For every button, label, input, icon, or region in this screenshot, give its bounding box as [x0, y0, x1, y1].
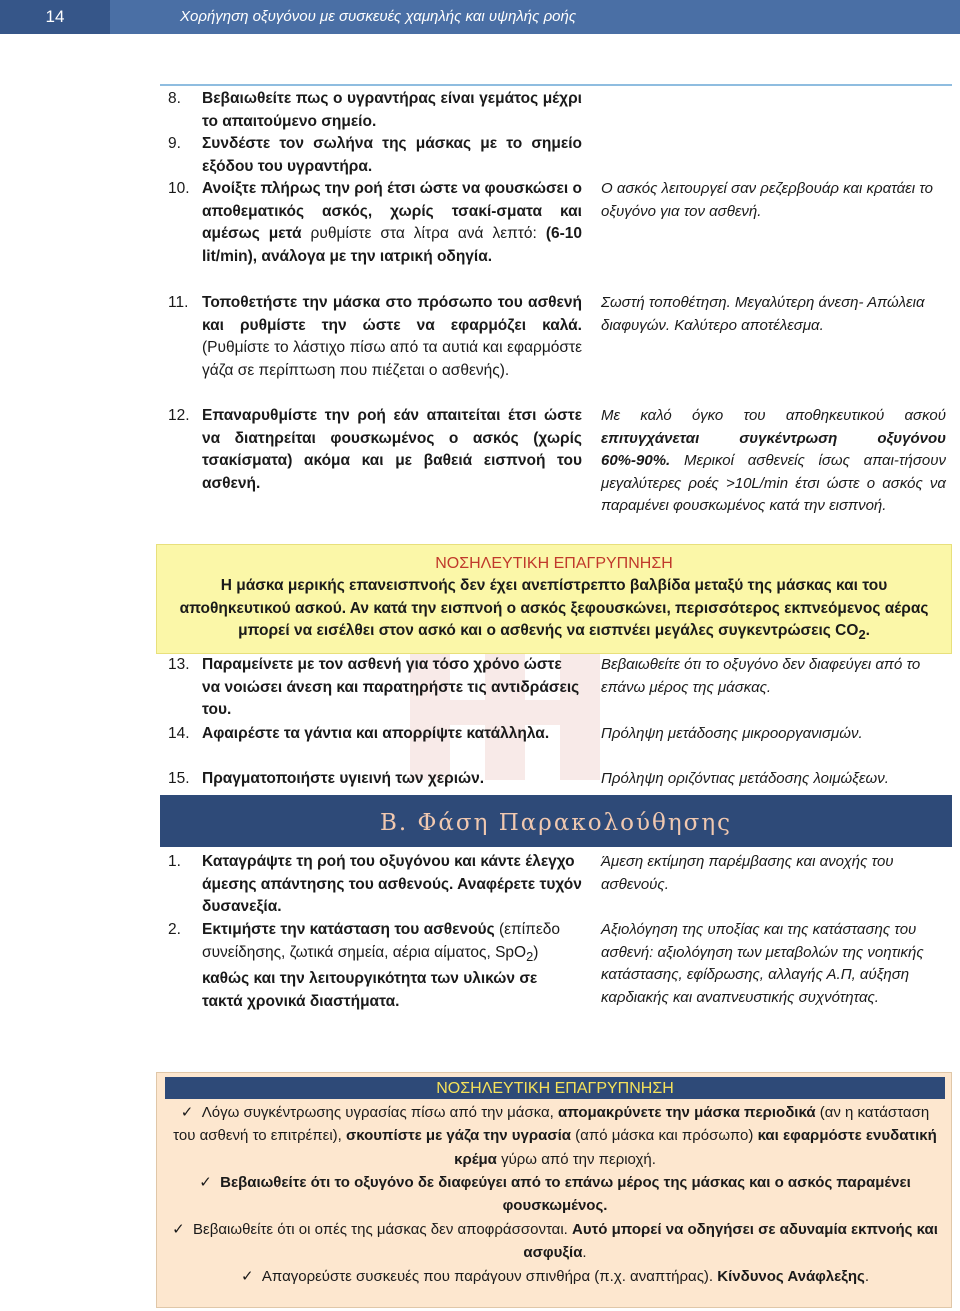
page-number: 14 [0, 0, 110, 34]
running-title: Χορήγηση οξυγόνου με συσκευές χαμηλής και υψηλής ροής [180, 8, 577, 25]
rationale-text: Σωστή τοποθέτηση. Μεγαλύτερη άνεση- Απώλεια διαφυγών. Καλύτερο αποτέλεσμα. [601, 294, 925, 334]
alert-bullet-1 [171, 1101, 939, 1171]
nursing-alert-box-2 [156, 1072, 952, 1308]
rationale-text: Ο ασκός λειτουργεί σαν ρεζερβουάρ και κρατάει το οξυγόνο για τον ασθενή. [601, 180, 933, 220]
page-header [0, 0, 960, 34]
check-mark-icon: ✓ [172, 1221, 185, 1238]
check-mark-icon: ✓ [180, 1104, 194, 1121]
alert-bullet-2 [171, 1171, 939, 1218]
section-title: Β. Φάση Παρακολούθησης [380, 810, 732, 836]
nursing-alert-body: Η μάσκα μερικής επανεισπνοής δεν έχει ανεπίστρεπτο βαλβίδα μεταξύ της μάσκας και του αποθηκευτικού ασκού. Αν κατά την εισπνοή ο ασκός ξεφουσκώνει, περισσότερος εκπνεόμενος αέρας μπορεί να εισέλθει στον ασκό και ο ασθενής να εισπνέει μεγάλες συγκεντρώσεις $CO_2$. [179, 577, 929, 643]
rationale-text: Πρόληψη οριζόντιας μετάδοσης λοιμώξεων. [601, 770, 889, 787]
step-text: Επαναρυθμίστε την ροή εάν απαιτείται έτσι ώστε να διατηρείται φουσκωμένος ο ασκός (χωρίς τσακίσματα) ακόμα και με βαθειά εισπνοή του ασθενή. [202, 407, 582, 492]
step-text: Συνδέστε τον σωλήνα της μάσκας με το σημείο εξόδου του υγραντήρα. [202, 135, 582, 175]
table-top-rule [160, 84, 952, 86]
alert-bullet-text: Βεβαιωθείτε ότι οι οπές της μάσκας δεν αποφράσσονται. Αυτό μπορεί να οδηγήσει σε αδυναμία εκπνοής και ασφυξία. [193, 1221, 938, 1262]
alert-bullet-text: Λόγω συγκέντρωσης υγρασίας πίσω από την μάσκα, απομακρύνετε την μάσκα περιοδικά (αν η κατάσταση του ασθενή το επιτρέπει), σκουπίστε με γάζα την υγρασία (από μάσκα και πρόσωπο) και εφαρμόστε ενυδατική κρέμα γύρω από την περιοχή. [173, 1104, 937, 1168]
alert-bullet-3 [171, 1218, 939, 1265]
step-text: Παραμείνετε με τον ασθενή για τόσο χρόνο ώστε να νοιώσει άνεση και παρατηρήστε τις αντιδράσεις του. [202, 656, 580, 719]
step-number: 14. [168, 725, 190, 742]
section-header-bar [160, 795, 952, 847]
rationale-text: Με καλό όγκο του αποθηκευτικού ασκού επιτυγχάνεται συγκέντρωση οξυγόνου 60%-90%. Μερικοί ασθενείς ίσως απαι-τήσουν μεγαλύτερες ροές >10L/min έτσι ώστε ο ασκός να παραμένει φουσκωμένος κατά την εισπνοή. [601, 407, 946, 515]
rationale-text: Αξιολόγηση της υποξίας και της κατάστασης του ασθενή: αξιολόγηση των μεταβολών της νοητικής κατάστασης, εφίδρωσης, αλλαγής Α.Π, αύξηση καρδιακής και αναπνευστικής συχνότητας. [601, 921, 924, 1006]
check-mark-icon: ✓ [241, 1268, 254, 1285]
step-number: 1. [168, 853, 181, 870]
step-number: 10. [168, 180, 190, 197]
step-text: Βεβαιωθείτε πως ο υγραντήρας είναι γεμάτος μέχρι το απαιτούμενο σημείο. [202, 90, 582, 130]
nursing-alert-box [156, 544, 952, 654]
rationale-text: Πρόληψη μετάδοσης μικροοργανισμών. [601, 725, 863, 742]
step-number: 9. [168, 135, 181, 152]
step-text: Τοποθετήστε την μάσκα στο πρόσωπο του ασθενή και ρυθμίστε την ώστε να εφαρμόζει καλά. (Ρυθμίστε το λάστιχο πίσω από τα αυτιά και εφαρμόστε γάζα σε περίπτωση που πιέζεται ο ασθενής). [202, 294, 582, 379]
step-number: 13. [168, 656, 190, 673]
step-text: Εκτιμήστε την κατάσταση του ασθενούς (επίπεδο συνείδησης, ζωτικά σημεία, αέρια αίματος, SpO$_2$) καθώς και την λειτουργικότητα των υλικών σε τακτά χρονικά διαστήματα. [202, 921, 561, 1010]
nursing-alert-title: ΝΟΣΗΛΕΥΤΙΚΗ ΕΠΑΓΡΥΠΝΗΣΗ [435, 555, 673, 572]
nursing-alert-title-2: ΝΟΣΗΛΕΥΤΙΚΗ ΕΠΑΓΡΥΠΝΗΣΗ [165, 1077, 945, 1099]
step-text: Αφαιρέστε τα γάντια και απορρίψτε κατάλληλα. [202, 725, 550, 742]
rationale-text: Άμεση εκτίμηση παρέμβασης και ανοχής του ασθενούς. [601, 853, 894, 893]
step-number: 8. [168, 90, 181, 107]
step-number: 2. [168, 921, 181, 938]
step-number: 15. [168, 770, 190, 787]
check-mark-icon: ✓ [199, 1174, 212, 1191]
step-text: Πραγματοποιήστε υγιεινή των χεριών. [202, 770, 485, 787]
step-text: Καταγράψτε τη ροή του οξυγόνου και κάντε έλεγχο άμεσης απάντησης του ασθενούς. Αναφέρετε τυχόν δυσανεξία. [202, 853, 582, 916]
step-number: 11. [168, 294, 189, 311]
alert-bullet-text: Απαγορεύστε συσκευές που παράγουν σπινθήρα (π.χ. αναπτήρας). Κίνδυνος Ανάφλεξης. [261, 1268, 869, 1285]
step-number: 12. [168, 407, 190, 424]
step-text: Ανοίξτε πλήρως την ροή έτσι ώστε να φουσκώσει ο αποθεματικός ασκός, χωρίς τσακί-σματα και αμέσως μετά ρυθμίστε στα λίτρα ανά λεπτό: (6-10 lit/min), ανάλογα με την ιατρική οδηγία. [202, 180, 582, 265]
alert-bullet-4 [171, 1265, 939, 1288]
alert-bullet-text: Βεβαιωθείτε ότι το οξυγόνο δε διαφεύγει από το επάνω μέρος της μάσκας και ο ασκός παραμένει φουσκωμένος. [220, 1174, 911, 1215]
rationale-text: Βεβαιωθείτε ότι το οξυγόνο δεν διαφεύγει από το επάνω μέρος της μάσκας. [601, 656, 921, 696]
